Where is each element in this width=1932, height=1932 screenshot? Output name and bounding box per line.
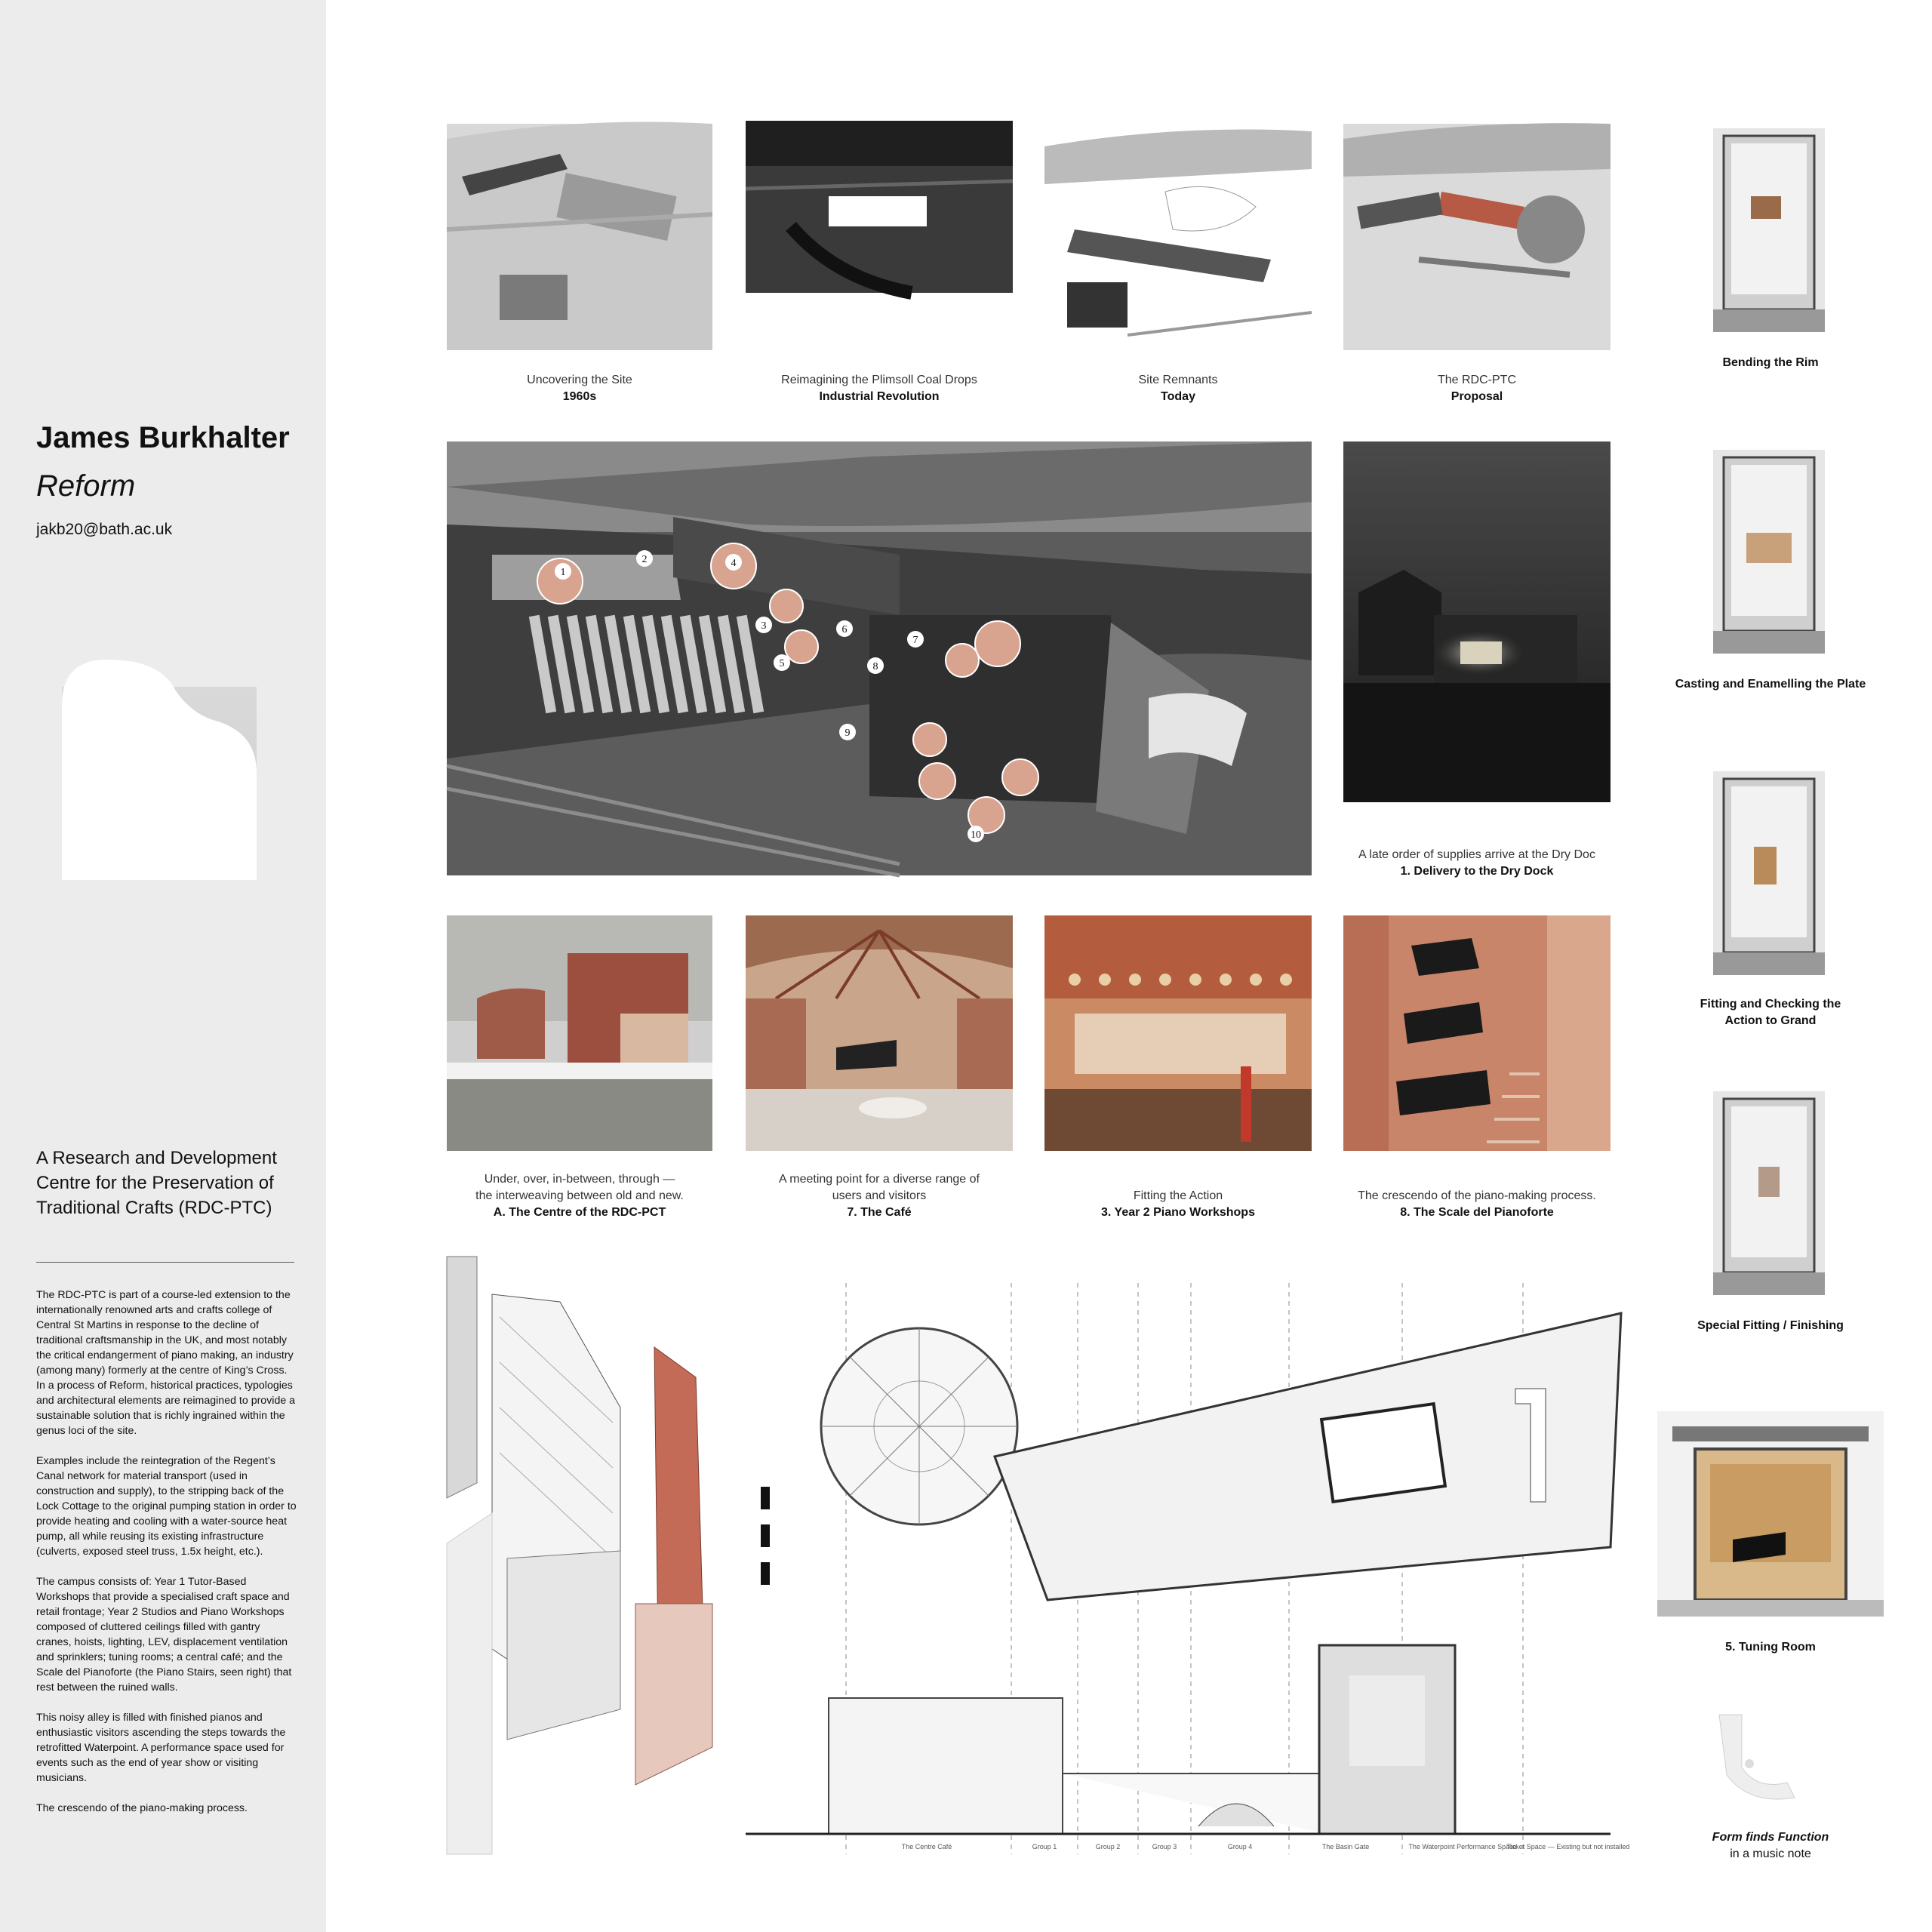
process-section-image [1713, 771, 1825, 975]
description-paragraph: Examples include the reintegration of the Regent’s Canal network for material transport (used in construction and supply), to the stripping back of the Lock Cottage to the original pumping station in order to provide heating and cooling with a water-source heat pump, all while reusing its existing infrastructure (culverts, exposed steel truss, 1.5x height, etc.). [36, 1455, 297, 1558]
timeline-caption: Site Remnants Today [1138, 374, 1218, 403]
aerial-marker: 2 [641, 554, 648, 565]
render-caption: A meeting point for a diverse range of users and visitors 7. The Café [779, 1173, 980, 1219]
aerial-marker: 3 [761, 620, 767, 632]
aerial-marker: 8 [872, 661, 878, 672]
description [36, 1287, 297, 1831]
process-caption: Special Fitting / Finishing [1697, 1319, 1844, 1332]
cafe-image [746, 915, 1013, 1151]
process-caption: 5. Tuning Room [1725, 1641, 1816, 1654]
project-title: Reform [36, 469, 136, 503]
site-today-image [1044, 124, 1312, 350]
divider [36, 1262, 294, 1263]
timeline-caption: Uncovering the Site 1960s [527, 374, 632, 403]
process-section-image [1713, 1091, 1825, 1295]
aerial-marker: 7 [912, 635, 918, 646]
process-section-image [1713, 128, 1825, 332]
timeline-caption: The RDC-PTC Proposal [1437, 374, 1516, 403]
piano-logo-icon [62, 660, 257, 880]
proposal-image [1343, 124, 1611, 350]
description-paragraph: The RDC-PTC is part of a course-led extension to the internationally renowned arts and crafts college of Central St Martins in response to the decline of traditional craftsmanship in the UK, and most notably the critical endangerment of piano making, an industry (among many) formerly at the centre of King’s Cross. In a process of Reform, historical practices, typologies and architectural elements are reimagined to provide a sustainable solution that is richly ingrained within the genus loci of the site. [36, 1289, 296, 1437]
aerial-site-image [447, 441, 1312, 875]
section-label: The Waterpoint Performance Space [1408, 1843, 1517, 1850]
process-caption: Fitting and Checking the Action to Grand [1700, 998, 1841, 1027]
tuning-room-image [1657, 1411, 1884, 1617]
description-paragraph: This noisy alley is filled with finished pianos and enthusiastic visitors ascending the steps towards the retrofitted Waterpoint. A performance space used for events such as the end of year show or visiting musicians. [36, 1712, 286, 1784]
section-label: Group 1 [1032, 1843, 1057, 1850]
plan-and-section-drawing [746, 1283, 1630, 1854]
delivery-night-image [1343, 441, 1611, 802]
description-paragraph: The crescendo of the piano-making process. [36, 1802, 248, 1814]
process-caption: Casting and Enamelling the Plate [1675, 678, 1866, 691]
section-label: Group 2 [1095, 1843, 1121, 1850]
section-label: The Centre Café [901, 1843, 952, 1850]
piano-workshop-image [1044, 915, 1312, 1151]
music-note-plan [1712, 1707, 1810, 1805]
description-paragraph: The campus consists of: Year 1 Tutor-Based Workshops that provide a specialised craft space and retail frontage; Year 2 Studios and Piano Workshops composed of cluttered ceilings filled with gantry cranes, hoists, lighting, LEV, displacement ventilation and sprinklers; tuning rooms; a central café; and the Scale del Pianoforte (the Piano Stairs, seen right) that rest between the ruined walls. [36, 1576, 292, 1694]
centre-exterior-image [447, 915, 712, 1151]
axonometric-drawing [447, 1257, 712, 1854]
render-caption: Under, over, in-between, through — the interweaving between old and new. A. The Centre of the RDC-PCT [475, 1173, 684, 1219]
aerial-marker: 5 [779, 658, 785, 669]
section-label: Group 4 [1227, 1843, 1253, 1850]
section-label: Ticket Space — Existing but not installed [1506, 1843, 1630, 1850]
industrial-revolution-image [746, 121, 1013, 293]
author-email[interactable]: jakb20@bath.ac.uk [36, 521, 173, 538]
site-1960s-image [447, 124, 712, 350]
section-label: Group 3 [1152, 1843, 1177, 1850]
delivery-caption: A late order of supplies arrive at the Dry Doc 1. Delivery to the Dry Dock [1358, 848, 1595, 878]
music-note-caption: Form finds Function in a music note [1712, 1831, 1829, 1860]
timeline-caption: Reimagining the Plimsoll Coal Drops Industrial Revolution [781, 374, 977, 403]
piano-stairs-image [1343, 915, 1611, 1151]
process-section-image [1713, 450, 1825, 654]
aerial-marker: 4 [731, 558, 737, 569]
render-caption: Fitting the Action 3. Year 2 Piano Workshops [1101, 1189, 1255, 1219]
aerial-marker: 1 [560, 567, 566, 578]
process-caption: Bending the Rim [1722, 356, 1819, 369]
render-caption: The crescendo of the piano-making process. 8. The Scale del Pianoforte [1358, 1189, 1596, 1219]
author-name: James Burkhalter [36, 421, 290, 454]
project-subtitle: A Research and Development Centre for the Preservation of Traditional Crafts (RDC-PTC) [36, 1148, 277, 1218]
section-label: The Basin Gate [1321, 1843, 1370, 1850]
aerial-marker: 9 [844, 728, 851, 739]
aerial-marker: 10 [971, 829, 981, 841]
aerial-marker: 6 [841, 624, 848, 635]
